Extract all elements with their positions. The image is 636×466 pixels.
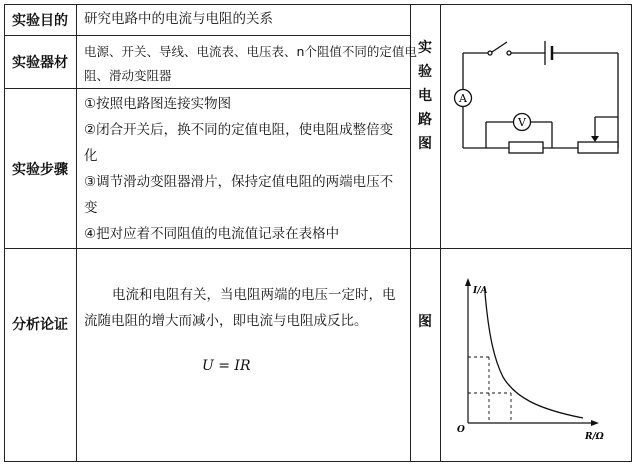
steps-label: 实验步骤 [12, 161, 68, 178]
circuit-diagram-label: 实验电路图 [418, 40, 432, 152]
origin-label: O [457, 425, 465, 435]
y-axis-arrow [465, 278, 471, 286]
step-line: ③调节滑动变阻器滑片，保持定值电阻的两端电压不 [84, 174, 394, 190]
ammeter-symbol: A [459, 92, 467, 105]
analysis-text-line2: 流随电阻的增大而减小，即电流与电阻成反比。 [84, 313, 368, 329]
equipment-text-line1: 电源、开关、导线、电流表、电压表、n个阻值不同的定值电 [84, 44, 417, 59]
switch-terminal [507, 51, 511, 55]
switch-blade [492, 42, 507, 52]
purpose-text: 研究电路中的电流与电阻的关系 [84, 11, 273, 27]
equipment-label: 实验器材 [12, 55, 68, 71]
step-line: 变 [84, 200, 98, 216]
col-divider [76, 4, 77, 462]
switch-terminal [488, 51, 492, 55]
step-line: ④把对应着不同阻值的电流值记录在表格中 [84, 226, 340, 242]
y-axis-label: I/A [473, 286, 488, 296]
step-line: 化 [84, 148, 98, 164]
step-line: ①按照电路图连接实物图 [84, 96, 232, 112]
inverse-graph [441, 249, 631, 461]
graph-label: 图 [418, 314, 432, 330]
analysis-label: 分析论证 [12, 317, 68, 333]
equipment-text-line2: 阻、滑动变阻器 [84, 68, 172, 83]
slider-arrow [591, 136, 599, 142]
step-line: ②闭合开关后，换不同的定值电阻，使电阻成整倍变 [84, 122, 394, 138]
col-divider [410, 4, 411, 462]
analysis-text-line1: 电流和电阻有关，当电阻两端的电压一定时，电 [112, 287, 396, 303]
voltmeter-symbol: V [518, 116, 526, 129]
formula: U = IR [202, 358, 251, 374]
purpose-label: 实验目的 [12, 12, 68, 29]
circuit-diagram [441, 5, 631, 248]
rheostat [578, 142, 618, 153]
inverse-curve [485, 293, 583, 418]
fixed-resistor [509, 142, 543, 153]
x-axis-label: R/Ω [585, 432, 604, 442]
x-axis-arrow [591, 420, 599, 426]
